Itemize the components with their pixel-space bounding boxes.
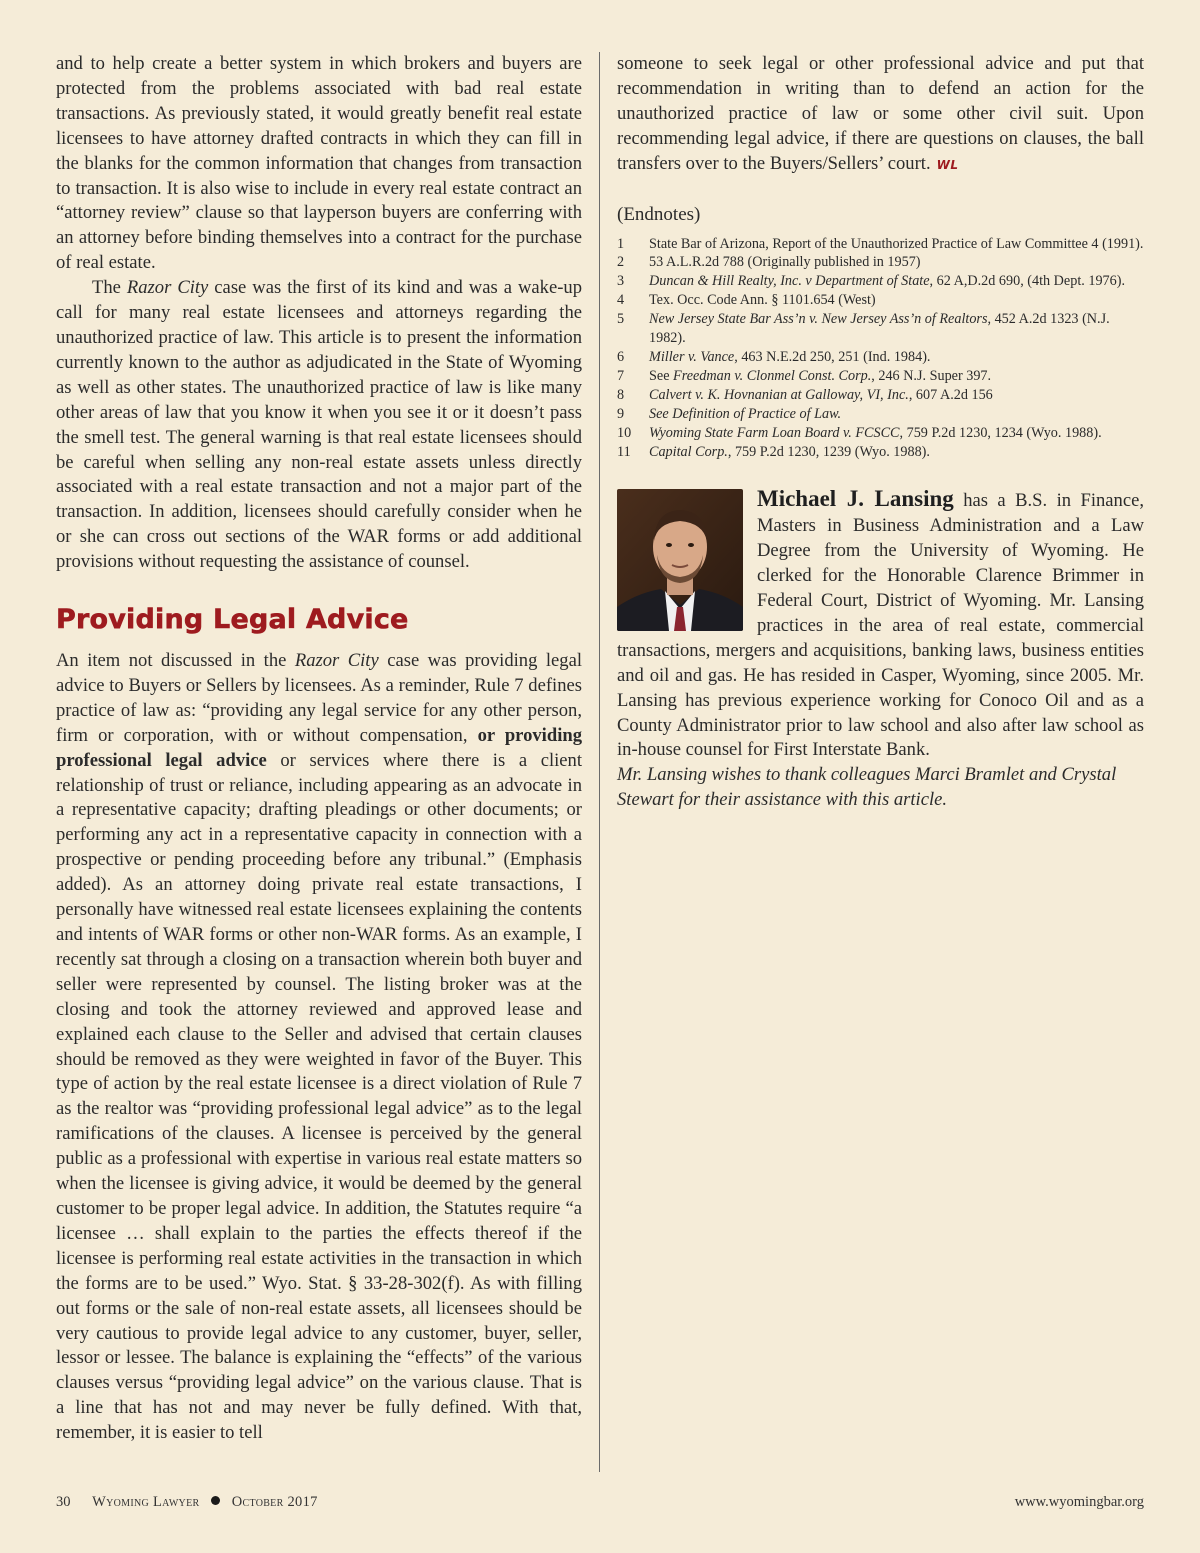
bullet-icon — [211, 1496, 220, 1505]
endnote-text — [649, 253, 1144, 272]
endnote-text — [649, 310, 1144, 348]
emphasis-text: or providing professional legal advice — [56, 724, 582, 771]
endnote-case-name: See Definition of Practice of Law. — [649, 405, 842, 422]
body-text: case was providing legal advice to Buyers or Sellers by licensees. As a reminder, Rule 7 defines practice of law as: “providing any legal service for any other person, firm or corporation, with or without compensation, — [56, 650, 582, 746]
bio-text: has a B.S. in Finance, Masters in Business Administration and a Law Degree from the University of Wyoming. He clerked for the Honorable Clarence Brimmer in Federal Court, District of Wyoming. Mr. Lansing practices in the area of real estate, commercial transactions, mergers and acquisitions, banking laws, business entities and oil and gas. He has resided in Casper, Wyoming, since 2005. Mr. Lansing has previous experience working for Conoco Oil and as a County Administrator prior to law school and also after law school as in-house counsel for First Interstate Bank. — [617, 490, 1144, 761]
endnote-citation: , 607 A.2d 156 — [908, 386, 993, 403]
endnote-text — [649, 405, 1144, 424]
case-name: Razor City — [294, 650, 379, 672]
page-footer — [56, 1494, 1144, 1514]
issue-date: October 2017 — [231, 1494, 318, 1510]
endnote-number: 8 — [617, 386, 625, 403]
left-column — [56, 52, 582, 1446]
endnote-number: 7 — [617, 367, 625, 384]
endnote-number: 9 — [617, 405, 625, 422]
section-heading: Providing Legal Advice — [56, 604, 409, 636]
body-text: case was the first of its kind and was a wake-up call for many real estate licensees and attorneys regarding the unauthorized practice of law. This article is to present the information currently known to the author as adjudicated in the State of Wyoming as well as other states. The unauthorized practice of law is like many other areas of law that you know it when you see it or it doesn’t pass the smell test. The general warning is that real estate licensees should be careful when selling any non-real estate assets unless directly associated with a real estate transaction and not a major part of the transaction. In addition, licensees should carefully consider when he or she can cross out sections of the WAR forms or add additional provisions without requesting the assistance of counsel. — [56, 277, 582, 573]
endnote-citation: , 62 A,D.2d 690, (4th Dept. 1976). — [929, 273, 1126, 290]
body-text: An item not discussed in the — [56, 650, 295, 672]
endnote-number: 3 — [617, 273, 625, 290]
page-number: 30 — [56, 1494, 71, 1510]
endnotes-title: (Endnotes) — [617, 203, 701, 225]
endnote-item — [617, 443, 1144, 462]
endnote-prefix: See — [649, 367, 674, 384]
endnotes-list — [617, 235, 1144, 462]
endnote-number: 6 — [617, 348, 625, 365]
body-text: someone to seek legal or other professional advice and put that recommendation in writing than to defend an action for the unauthorized practice of law or some other civil suit. Upon recommending legal advice, if there are questions on clauses, the ball transfers over to the Buyers/Sellers’ court. — [617, 53, 1144, 174]
endnote-number: 4 — [617, 292, 625, 309]
column-divider — [599, 52, 600, 1472]
endnote-citation: , 246 N.J. Super 397. — [871, 367, 992, 384]
endnote-citation: 53 A.L.R.2d 788 (Originally published in 1957) — [649, 254, 921, 271]
endnote-item — [617, 348, 1144, 367]
endnote-item — [617, 386, 1144, 405]
endnote-text — [649, 272, 1144, 291]
endnote-citation: , 759 P.2d 1230, 1234 (Wyo. 1988). — [899, 424, 1102, 441]
endnote-item — [617, 310, 1144, 348]
body-paragraph — [56, 276, 582, 575]
acknowledgement: Mr. Lansing wishes to thank colleagues Marci Bramlet and Crystal Stewart for their assistance with this article. — [617, 764, 1117, 811]
website-link[interactable]: www.wyomingbar.org — [1014, 1494, 1144, 1510]
endnote-item — [617, 253, 1144, 272]
endnote-number: 2 — [617, 254, 625, 271]
endnote-citation: , 759 P.2d 1230, 1239 (Wyo. 1988). — [727, 443, 930, 460]
author-portrait-icon — [617, 489, 743, 631]
endnote-case-name: Freedman v. Clonmel Const. Corp. — [673, 367, 872, 384]
endnote-item — [617, 272, 1144, 291]
endnote-text — [649, 367, 1144, 386]
body-paragraph — [56, 649, 582, 1446]
endnote-item — [617, 291, 1144, 310]
endnote-case-name: Capital Corp. — [649, 443, 728, 460]
endnote-case-name: Calvert v. K. Hovnanian at Galloway, VI, Inc. — [649, 386, 909, 403]
endnote-number: 5 — [617, 311, 625, 328]
endnote-citation: , 452 A.2d 1323 (N.J. 1982). — [649, 311, 1110, 347]
endnote-text — [649, 348, 1144, 367]
endnote-text — [649, 386, 1144, 405]
endnote-citation: Tex. Occ. Code Ann. § 1101.654 (West) — [649, 292, 876, 309]
footer-left — [56, 1494, 318, 1511]
endnote-item — [617, 405, 1144, 424]
author-bio — [617, 487, 1144, 763]
endnote-citation: , 463 N.E.2d 250, 251 (Ind. 1984). — [734, 348, 931, 365]
body-paragraph: and to help create a better system in which brokers and buyers are protected from the problems associated with bad real estate transactions. As previously stated, it would greatly benefit real estate licensees to have attorney drafted contracts in which they can fill in the blanks for the common information that changes from transaction to transaction. It is also wise to include in every real estate contract an “attorney review” clause so that layperson buyers are conferring with an attorney before binding themselves into a contract for the purchase of real estate. — [56, 53, 582, 274]
endnote-number: 1 — [617, 235, 625, 252]
endnote-text — [649, 235, 1144, 254]
publication-name: Wyoming Lawyer — [92, 1494, 200, 1510]
endnote-item — [617, 424, 1144, 443]
body-paragraph — [617, 52, 1144, 178]
right-column — [617, 52, 1144, 813]
endnote-citation: State Bar of Arizona, Report of the Unauthorized Practice of Law Committee 4 (1991). — [649, 235, 1144, 252]
author-name: Michael J. Lansing — [757, 486, 954, 512]
endnote-text — [649, 291, 1144, 310]
endnote-case-name: Wyoming State Farm Loan Board v. FCSCC — [649, 424, 900, 441]
endnote-case-name: Miller v. Vance — [649, 348, 735, 365]
body-text: The — [92, 277, 127, 299]
endnote-number: 11 — [617, 443, 631, 460]
endnote-case-name: New Jersey State Bar Ass’n v. New Jersey Ass’n of Realtors — [649, 311, 988, 328]
author-photo — [617, 489, 743, 631]
endnote-item — [617, 235, 1144, 254]
end-of-article-mark: WL — [936, 157, 959, 172]
endnote-case-name: Duncan & Hill Realty, Inc. v Department of State — [649, 273, 930, 290]
endnote-text — [649, 443, 1144, 462]
endnote-text — [649, 424, 1144, 443]
body-text: or services where there is a client relationship of trust or reliance, including appearing as an advocate in a representative capacity; drafting pleadings or other documents; or performing any act in a representative capacity in connection with a prospective or pending proceeding before any tribunal.” (Emphasis added). As an attorney doing private real estate transactions, I personally have witnessed real estate licensees explaining the contents and intents of WAR forms or other non-WAR forms. As an example, I recently sat through a closing on a transaction wherein both buyer and seller were represented by counsel. The listing broker was at the closing and took the attorney reviewed and approved lease and explained each clause to the Seller and advised that certain clauses should be removed as they were weighted in favor of the Buyer. This type of action by the real estate licensee is a direct violation of Rule 7 as the realtor was “providing professional legal advice” as to the legal ramifications of the clauses. A licensee is perceived by the general public as a professional with expertise in various real estate matters so when the licensee is giving advice, it would be deemed by the general customer to be proper legal advice. In addition, the Statutes require “a licensee … shall explain to the parties the effects thereof if the licensee is performing real estate activities in the transaction in which the forms are to be used.” Wyo. Stat. § 33-28-302(f). As with filling out forms or the sale of non-real estate assets, all licensees should be very cautious to provide legal advice to any customer, buyer, seller, lessor or lessee. The balance is explaining the “effects” of the various clauses versus “providing legal advice” on the various clause. That is a line that has not and may never be fully defined. With that, remember, it is easier to tell — [56, 749, 582, 1444]
case-name: Razor City — [126, 277, 209, 299]
endnote-item — [617, 367, 1144, 386]
endnote-number: 10 — [617, 424, 632, 441]
